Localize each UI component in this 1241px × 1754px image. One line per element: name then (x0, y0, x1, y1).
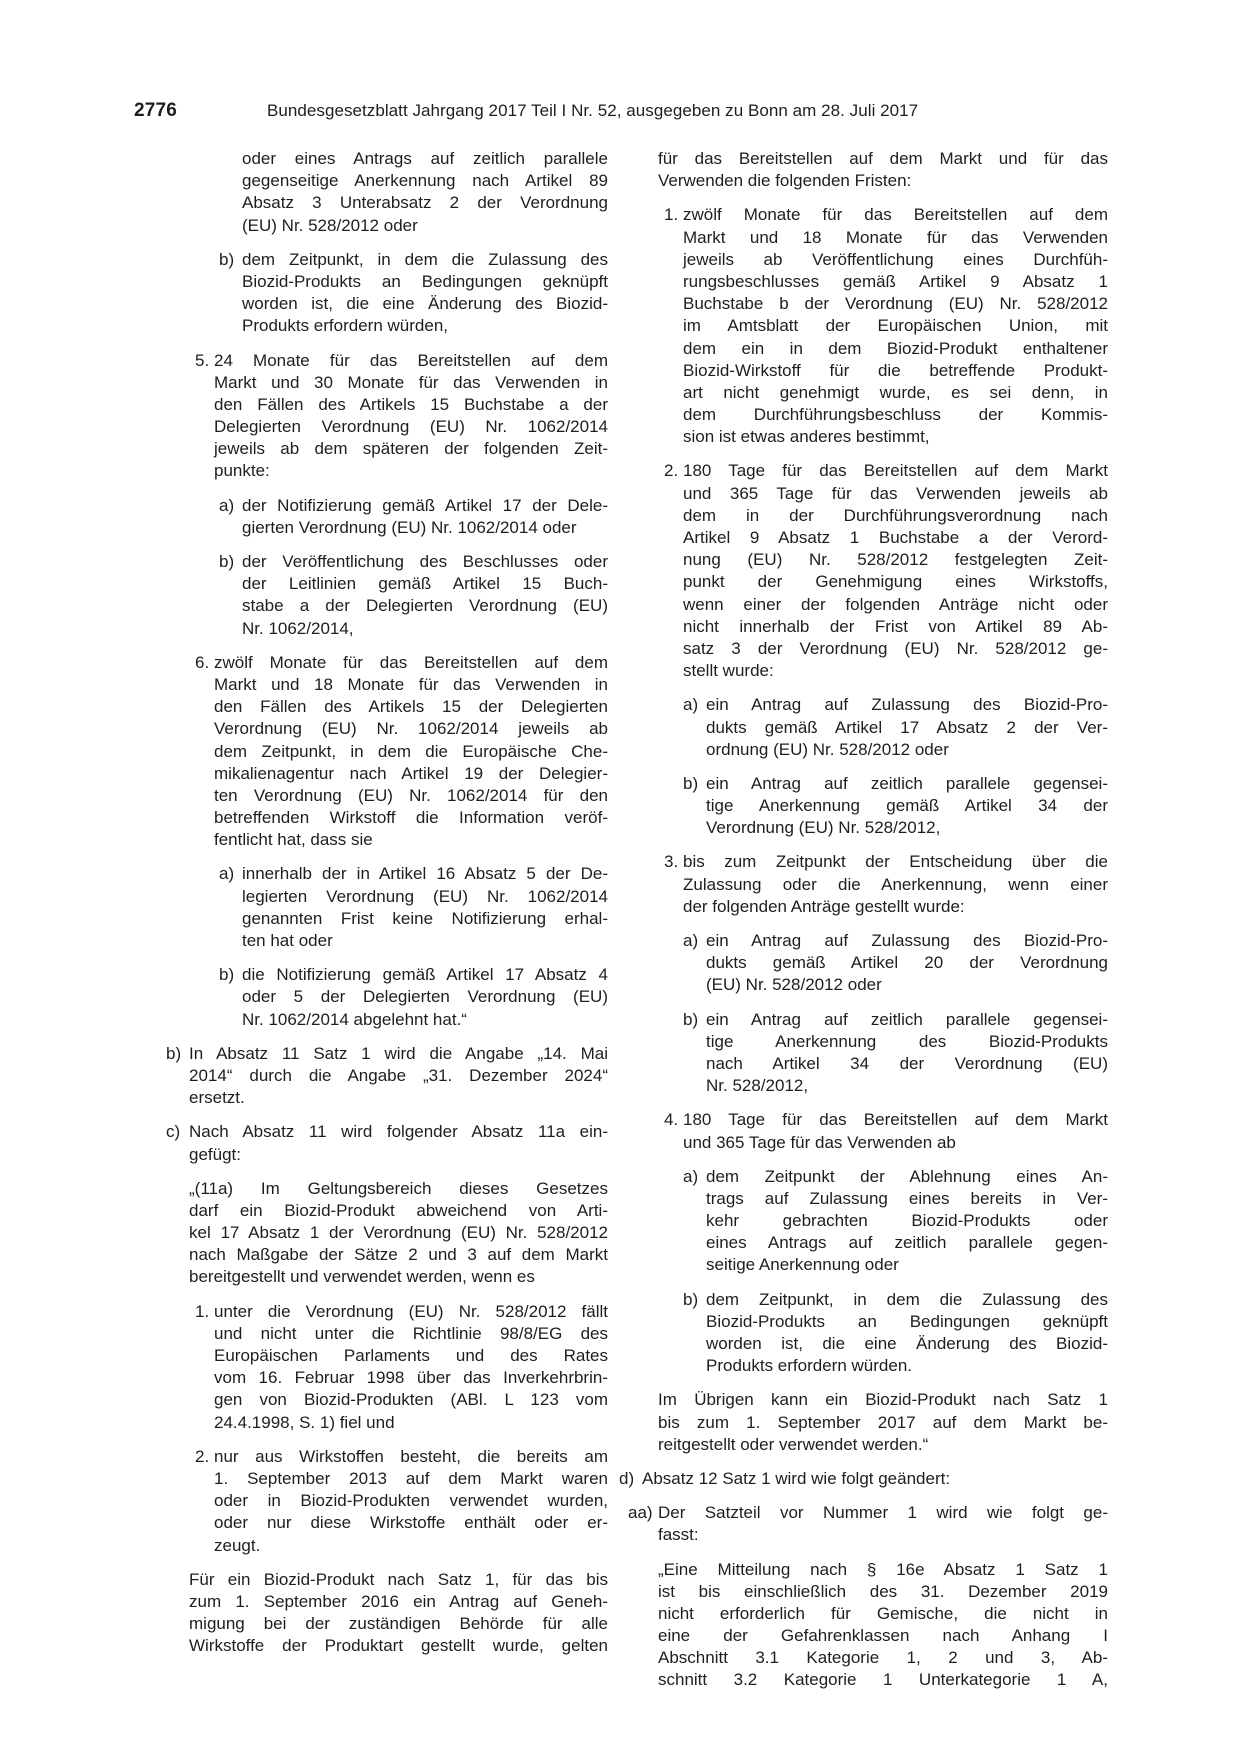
condition-1 (195, 1301, 608, 1434)
list-label: 5. (195, 350, 210, 370)
text-line: dem ein in dem Biozid-Produkt enthaltener (683, 338, 1108, 358)
text-line: seitige Anerkennung oder (706, 1255, 899, 1275)
text-line: für das Bereitstellen auf dem Markt und für das (658, 149, 1108, 168)
list-item-5a (219, 495, 608, 539)
text-line: oder eines Antrags auf zeitlich parallele (242, 149, 608, 168)
text-line: ein Antrag auf Zulassung des Biozid-Pro- (706, 695, 1108, 715)
running-head: Bundesgesetzblatt Jahrgang 2017 Teil I Nr. 52, ausgegeben zu Bonn am 28. Juli 2017 (267, 101, 919, 120)
list-label: d) (619, 1468, 635, 1488)
text-line: ein Antrag auf Zulassung des Biozid-Pro- (706, 931, 1108, 950)
quoted-text (658, 1559, 1108, 1692)
text-line: In Absatz 11 Satz 1 wird die Angabe „14. Mai (189, 1043, 608, 1063)
list-label: 6. (195, 652, 210, 672)
text-line: dukts gemäß Artikel 17 Absatz 2 der Ver- (706, 717, 1108, 737)
text-line: nicht innerhalb der Frist von Artikel 89 Ab- (683, 616, 1108, 636)
deadline-intro (658, 148, 1108, 192)
text-line: der Notifizierung gemäß Artikel 17 der Dele- (242, 495, 608, 515)
closing-text (189, 1569, 608, 1658)
text-line: die Notifizierung gemäß Artikel 17 Absatz 4 (242, 965, 608, 985)
page-header (0, 0, 1241, 140)
text-line: legierten Verordnung (EU) Nr. 1062/2014 (242, 886, 608, 906)
text-line: stellt wurde: (683, 661, 774, 681)
list-label: 2. (664, 461, 679, 481)
text-line: Der Satzteil vor Nummer 1 wird wie folgt ge- (658, 1503, 1108, 1523)
deadline-2 (664, 460, 1108, 682)
list-label: c) (166, 1122, 181, 1142)
text-line: oder nur diese Wirkstoffe enthält oder er- (214, 1513, 608, 1533)
text-line: nicht erforderlich für Gemische, die nicht in (658, 1603, 1108, 1623)
amendment-d (619, 1468, 1108, 1490)
text-line: ein Antrag auf zeitlich parallele gegensei- (706, 1009, 1108, 1029)
list-label: a) (219, 495, 235, 515)
text-line: kel 17 Absatz 1 der Verordnung (EU) Nr. 528/2012 (189, 1223, 608, 1243)
text-line: ist bis einschließlich des 31. Dezember 2019 (658, 1581, 1108, 1601)
deadline-4b (683, 1289, 1108, 1378)
list-item-6b (219, 964, 608, 1031)
text-line: nach Artikel 34 der Verordnung (EU) (706, 1053, 1108, 1073)
text-line: innerhalb der in Artikel 16 Absatz 5 der De- (242, 864, 608, 884)
text-line: gen von Biozid-Produkten (ABl. L 123 vom (214, 1390, 608, 1410)
text-line: Nr. 1062/2014, (242, 618, 354, 638)
text-line: „Eine Mitteilung nach § 16e Absatz 1 Satz 1 (658, 1559, 1108, 1579)
text-line: Im Übrigen kann ein Biozid-Produkt nach Satz 1 (658, 1390, 1108, 1410)
text-line: Nr. 528/2012, (706, 1076, 809, 1096)
text-line: 24.4.1998, S. 1) fiel und (214, 1412, 395, 1432)
text-line: sion ist etwas anderes bestimmt, (683, 427, 930, 447)
text-line: Verordnung (EU) Nr. 1062/2014 jeweils ab (214, 719, 608, 739)
list-label: a) (219, 864, 235, 884)
text-line: 2014“ durch die Angabe „31. Dezember 2024“ (189, 1065, 608, 1085)
text-line: dem in der Durchführungsverordnung nach (683, 505, 1108, 525)
text-line: Verwenden die folgenden Fristen: (658, 171, 912, 191)
list-item-5b (219, 551, 608, 640)
paragraph-11a (189, 1178, 608, 1289)
deadline-4a (683, 1166, 1108, 1277)
list-label: a) (683, 1166, 699, 1186)
list-item-6a (219, 863, 608, 952)
text-line: fentlicht hat, dass sie (214, 830, 373, 850)
deadline-4 (664, 1109, 1108, 1153)
deadline-3 (664, 851, 1108, 918)
text-line: worden ist, die eine Änderung des Biozid- (242, 294, 608, 314)
text-line: oder in Biozid-Produkten verwendet wurden, (214, 1491, 608, 1511)
text-line: ordnung (EU) Nr. 528/2012 oder (706, 739, 949, 759)
list-item-6 (195, 652, 608, 852)
text-line: und nicht unter die Richtlinie 98/8/EG des (214, 1323, 608, 1343)
deadline-1 (664, 204, 1108, 448)
text-line: Biozid-Produkts an Bedingungen geknüpft (706, 1311, 1108, 1331)
text-line: den Fällen des Artikels 15 der Delegierten (214, 697, 608, 717)
text-line: 180 Tage für das Bereitstellen auf dem Markt (683, 1110, 1108, 1130)
left-column (162, 148, 608, 1669)
text-line: reitgestellt oder verwendet werden.“ (658, 1434, 929, 1454)
text-line: dem Zeitpunkt, in dem die Europäische Che- (214, 741, 608, 761)
amendment-b (166, 1043, 608, 1110)
text-line: ten Verordnung (EU) Nr. 1062/2014 für den (214, 785, 608, 805)
text-line: jeweils ab Veröffentlichung eines Durchfüh- (683, 249, 1108, 269)
text-line: Artikel 9 Absatz 1 Buchstabe a der Verord- (683, 528, 1108, 547)
text-line: und 365 Tage für das Verwenden ab (683, 1132, 956, 1152)
text-line: kehr gebrachten Biozid-Produkts oder (706, 1211, 1108, 1231)
remaining-text (658, 1389, 1108, 1456)
text-line: dem Zeitpunkt, in dem die Zulassung des (706, 1289, 1108, 1309)
text-line: Nach Absatz 11 wird folgender Absatz 11a ein- (189, 1122, 608, 1142)
text-line: der Leitlinien gemäß Artikel 15 Buch- (242, 574, 608, 594)
text-line: gefügt: (189, 1144, 241, 1164)
text-line: stabe a der Delegierten Verordnung (EU) (242, 596, 608, 616)
text-line: dukts gemäß Artikel 20 der Verordnung (706, 953, 1108, 973)
continuation-text (242, 148, 608, 237)
text-line: migung bei der zuständigen Behörde für alle (189, 1614, 608, 1634)
list-label: 4. (664, 1110, 679, 1130)
text-line: Produkts erfordern würden. (706, 1356, 912, 1376)
text-line: genannten Frist keine Notifizierung erhal- (242, 908, 608, 928)
list-label: 1. (195, 1301, 210, 1321)
text-line: trags auf Zulassung eines bereits in Ver- (706, 1188, 1108, 1208)
list-item-b (219, 249, 608, 338)
text-line: Für ein Biozid-Produkt nach Satz 1, für das bis (189, 1569, 608, 1589)
text-line: betreffenden Wirkstoff die Information veröf- (214, 808, 608, 828)
text-line: Buchstabe b der Verordnung (EU) Nr. 528/2012 (683, 294, 1108, 314)
text-line: eine der Gefahrenklassen nach Anhang I (658, 1626, 1108, 1646)
deadline-2a (683, 694, 1108, 761)
text-line: worden ist, die eine Änderung des Biozid- (706, 1334, 1108, 1353)
text-line: Markt und 30 Monate für das Verwenden in (214, 372, 608, 392)
right-column (619, 148, 1108, 1704)
text-line: dem Durchführungsbeschluss der Kommis- (683, 405, 1108, 425)
list-item-5 (195, 350, 608, 483)
text-line: bis zum 1. September 2017 auf dem Markt be- (658, 1412, 1108, 1432)
text-line: im Amtsblatt der Europäischen Union, mit (683, 316, 1108, 336)
text-line: Produkts erfordern würden, (242, 316, 448, 336)
text-line: nach Maßgabe der Sätze 2 und 3 auf dem Markt (189, 1245, 608, 1265)
list-label: b) (219, 552, 235, 571)
list-label: b) (219, 965, 235, 985)
list-label: b) (166, 1043, 182, 1063)
text-line: der folgenden Anträge gestellt wurde: (683, 896, 965, 916)
text-line: Absatz 3 Unterabsatz 2 der Verordnung (242, 193, 608, 213)
text-line: Europäischen Parlaments und des Rates (214, 1346, 608, 1365)
deadline-2b (683, 773, 1108, 840)
text-line: jeweils ab dem späteren der folgenden Zeit- (214, 439, 608, 459)
list-label: b) (219, 249, 235, 269)
text-line: 24 Monate für das Bereitstellen auf dem (214, 350, 608, 370)
list-label: b) (683, 773, 699, 793)
text-line: den Fällen des Artikels 15 Buchstabe a der (214, 394, 608, 414)
text-line: Biozid-Wirkstoff für die betreffende Produkt- (683, 360, 1108, 380)
text-line: nung (EU) Nr. 528/2012 festgelegten Zeit- (683, 550, 1108, 570)
text-line: punkt der Genehmigung eines Wirkstoffs, (683, 572, 1108, 592)
text-line: „(11a) Im Geltungsbereich dieses Gesetzes (189, 1178, 608, 1198)
text-line: art nicht genehmigt wurde, es sei denn, in (683, 382, 1108, 402)
text-line: schnitt 3.2 Kategorie 1 Unterkategorie 1 A, (658, 1670, 1108, 1690)
text-line: der Veröffentlichung des Beschlusses oder (242, 552, 608, 571)
text-line: vom 16. Februar 1998 über das Inverkehrbrin- (214, 1368, 608, 1388)
list-label: 1. (664, 205, 679, 225)
text-line: Biozid-Produkts an Bedingungen geknüpft (242, 271, 608, 291)
list-label: b) (683, 1009, 699, 1029)
text-line: Verordnung (EU) Nr. 528/2012, (706, 818, 941, 838)
text-line: punkte: (214, 461, 270, 481)
list-label: a) (683, 695, 699, 715)
deadline-3b (683, 1009, 1108, 1098)
text-line: ten hat oder (242, 931, 333, 950)
page-number: 2776 (134, 100, 178, 121)
text-line: ersetzt. (189, 1088, 245, 1108)
list-label: 3. (664, 852, 679, 872)
text-line: zwölf Monate für das Bereitstellen auf dem (683, 205, 1108, 225)
text-line: fasst: (658, 1525, 699, 1545)
text-line: nur aus Wirkstoffen besteht, die bereits am (214, 1446, 608, 1466)
text-line: gierten Verordnung (EU) Nr. 1062/2014 oder (242, 517, 577, 537)
text-line: dem Zeitpunkt der Ablehnung eines An- (706, 1166, 1108, 1186)
text-line: unter die Verordnung (EU) Nr. 528/2012 fällt (214, 1301, 608, 1321)
text-line: rungsbeschlusses gemäß Artikel 9 Absatz 1 (683, 271, 1108, 291)
text-line: Wirkstoffe der Produktart gestellt wurde, gelten (189, 1636, 608, 1656)
text-line: (EU) Nr. 528/2012 oder (706, 975, 882, 995)
text-line: bereitgestellt und verwendet werden, wenn es (189, 1267, 535, 1287)
text-line: (EU) Nr. 528/2012 oder (242, 215, 418, 235)
text-line: gegenseitige Anerkennung nach Artikel 89 (242, 171, 608, 191)
text-line: Abschnitt 3.1 Kategorie 1, 2 und 3, Ab- (658, 1648, 1108, 1668)
text-line: zum 1. September 2016 ein Antrag auf Geneh- (189, 1591, 608, 1611)
amendment-aa (628, 1502, 1108, 1546)
text-line: ein Antrag auf zeitlich parallele gegensei- (706, 773, 1108, 793)
list-label: b) (683, 1289, 699, 1309)
text-line: tige Anerkennung gemäß Artikel 34 der (706, 796, 1108, 816)
text-line: darf ein Biozid-Produkt abweichend von Arti- (189, 1200, 608, 1220)
text-line: Zulassung oder die Anerkennung, wenn einer (683, 874, 1108, 894)
text-line: Nr. 1062/2014 abgelehnt hat.“ (242, 1009, 467, 1029)
text-line: Delegierten Verordnung (EU) Nr. 1062/2014 (214, 417, 608, 437)
text-line: 1. September 2013 auf dem Markt waren (214, 1468, 608, 1488)
text-line: zwölf Monate für das Bereitstellen auf dem (214, 652, 608, 672)
list-label: aa) (628, 1503, 653, 1523)
text-line: 180 Tage für das Bereitstellen auf dem Markt (683, 461, 1108, 481)
text-line: Markt und 18 Monate für das Verwenden in (214, 674, 608, 694)
text-line: zeugt. (214, 1535, 261, 1555)
list-label: a) (683, 931, 699, 950)
text-line: tige Anerkennung des Biozid-Produkts (706, 1031, 1108, 1051)
text-line: wenn einer der folgenden Anträge nicht oder (683, 594, 1108, 614)
text-line: oder 5 der Delegierten Verordnung (EU) (242, 987, 608, 1007)
text-line: Absatz 12 Satz 1 wird wie folgt geändert: (642, 1468, 951, 1488)
amendment-c (166, 1121, 608, 1165)
text-line: bis zum Zeitpunkt der Entscheidung über die (683, 852, 1108, 872)
text-line: Markt und 18 Monate für das Verwenden (683, 227, 1108, 247)
text-line: mikalienagentur nach Artikel 19 der Delegier- (214, 763, 608, 783)
deadline-3a (683, 930, 1108, 997)
text-line: und 365 Tage für das Verwenden jeweils ab (683, 483, 1108, 503)
condition-2 (195, 1446, 608, 1557)
text-line: dem Zeitpunkt, in dem die Zulassung des (242, 249, 608, 269)
text-line: satz 3 der Verordnung (EU) Nr. 528/2012 ge- (683, 638, 1108, 658)
list-label: 2. (195, 1446, 210, 1466)
text-line: eines Antrags auf zeitlich parallele gegen- (706, 1233, 1108, 1253)
